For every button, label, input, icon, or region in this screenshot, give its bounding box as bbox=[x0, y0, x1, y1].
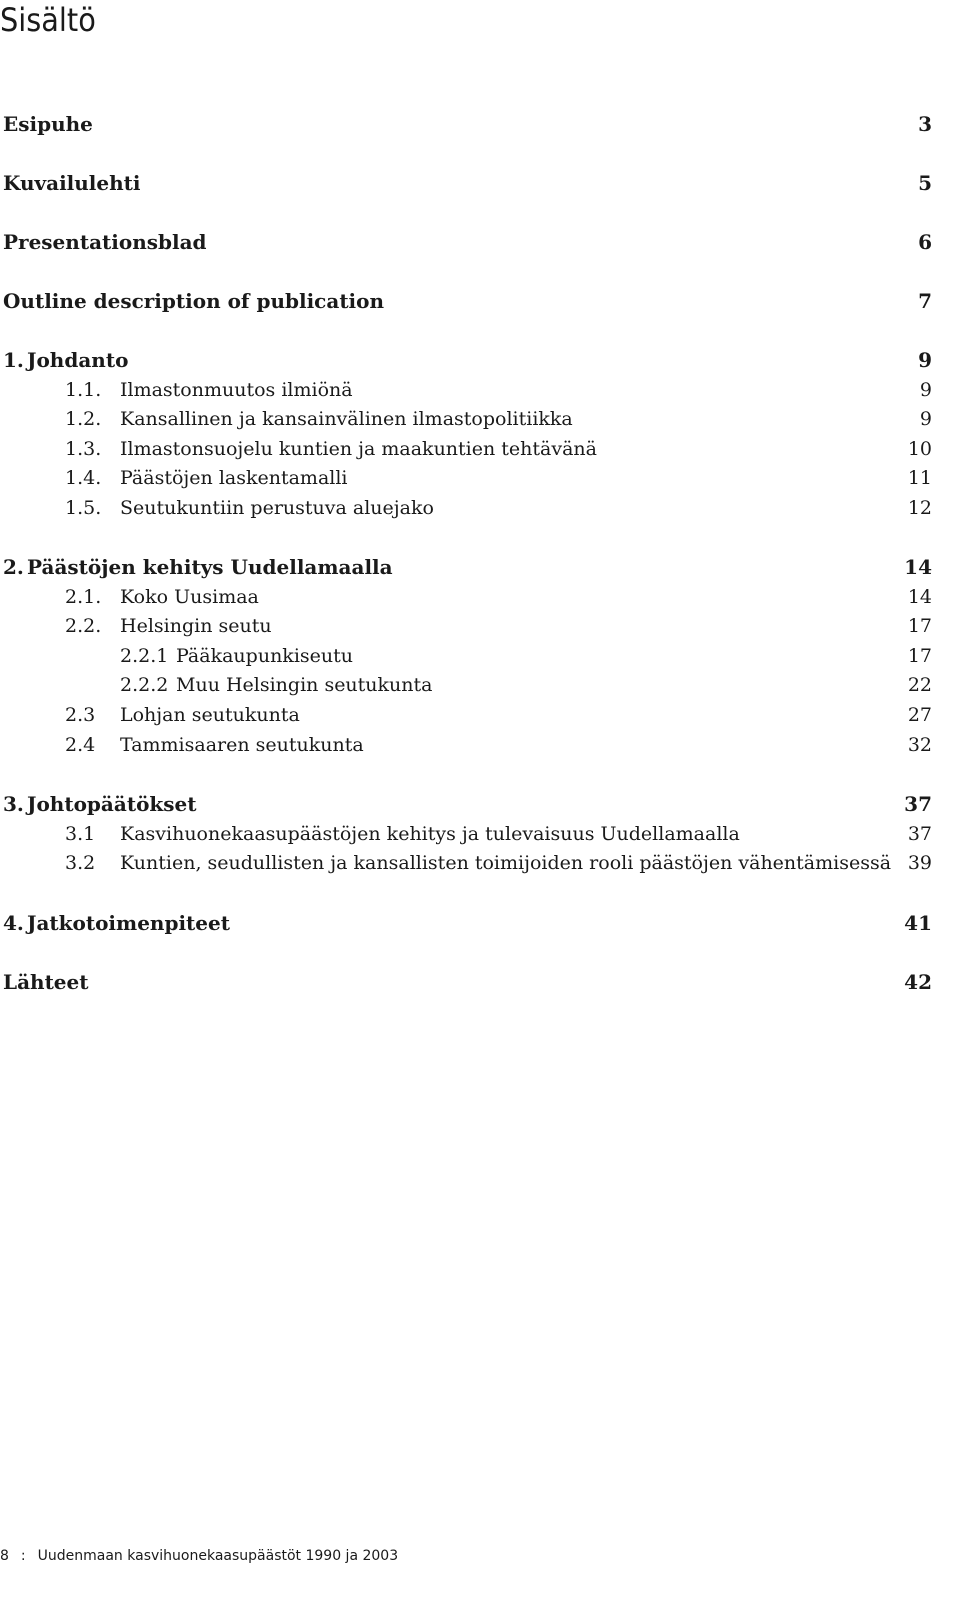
footer-publication-title: Uudenmaan kasvihuonekaasupäästöt 1990 ja 2003 bbox=[37, 1548, 399, 1564]
toc-entry-page: 42 bbox=[904, 970, 932, 994]
toc-entry-title: Kasvihuonekaasupäästöjen kehitys ja tulevaisuus Uudellamaalla bbox=[120, 823, 740, 845]
toc-entry-number: 3. bbox=[3, 792, 24, 816]
toc-entry-title: Päästöjen laskentamalli bbox=[120, 467, 348, 489]
toc-entry-number: 1.4. bbox=[65, 467, 102, 489]
toc-entry bbox=[3, 376, 932, 404]
toc-entry bbox=[3, 671, 932, 699]
toc-entry-title: Johtopäätökset bbox=[27, 792, 197, 816]
toc-entry-title: Presentationsblad bbox=[3, 230, 207, 254]
toc-entry-page: 5 bbox=[918, 171, 932, 195]
toc-entry-number: 1.5. bbox=[65, 497, 102, 519]
toc-entry-number: 1.3. bbox=[65, 438, 102, 460]
toc-entry-page: 6 bbox=[918, 230, 932, 254]
toc-entry bbox=[3, 169, 932, 197]
toc-entry bbox=[3, 701, 932, 729]
toc-entry-number: 2. bbox=[3, 555, 24, 579]
toc-entry bbox=[3, 494, 932, 522]
page-footer bbox=[0, 1546, 398, 1566]
toc-entry bbox=[3, 287, 932, 315]
toc-entry-number: 2.1. bbox=[65, 586, 102, 608]
toc-entry-title: Lohjan seutukunta bbox=[120, 704, 300, 726]
toc-entry-page: 9 bbox=[919, 379, 932, 401]
toc-entry bbox=[3, 849, 932, 877]
toc-entry-title: Esipuhe bbox=[3, 112, 93, 136]
toc-entry-number: 4. bbox=[3, 911, 24, 935]
toc-entry-number: 3.1 bbox=[65, 823, 96, 845]
toc-entry-number: 1. bbox=[3, 348, 24, 372]
table-of-contents bbox=[3, 0, 932, 1611]
toc-entry-page: 14 bbox=[907, 586, 932, 608]
toc-entry-title: Jatkotoimenpiteet bbox=[27, 911, 230, 935]
toc-entry-page: 17 bbox=[907, 615, 932, 637]
toc-entry-title: Kuvailulehti bbox=[3, 171, 141, 195]
toc-entry bbox=[3, 405, 932, 433]
toc-entry bbox=[3, 968, 932, 996]
toc-entry-page: 22 bbox=[907, 674, 932, 696]
toc-entry-number: 3.2 bbox=[65, 852, 96, 874]
toc-entry-title: Seutukuntiin perustuva aluejako bbox=[120, 497, 434, 519]
toc-entry-title: Johdanto bbox=[27, 348, 129, 372]
page-title: Sisältö bbox=[0, 1, 96, 39]
toc-entry-page: 12 bbox=[907, 497, 932, 519]
toc-entry-title: Koko Uusimaa bbox=[120, 586, 259, 608]
toc-entry-page: 37 bbox=[907, 823, 932, 845]
toc-entry-title: Lähteet bbox=[3, 970, 89, 994]
toc-entry-page: 14 bbox=[904, 555, 932, 579]
toc-entry-title: Kuntien, seudullisten ja kansallisten toimijoiden rooli päästöjen vähentämisessä bbox=[120, 852, 892, 874]
toc-entry-page: 3 bbox=[918, 112, 932, 136]
toc-entry-page: 10 bbox=[907, 438, 932, 460]
toc-entry bbox=[3, 909, 932, 937]
toc-entry bbox=[3, 642, 932, 670]
toc-entry-title: Pääkaupunkiseutu bbox=[176, 645, 353, 667]
toc-entry bbox=[3, 110, 932, 138]
toc-entry-page: 9 bbox=[919, 408, 932, 430]
toc-entry-number: 2.4 bbox=[65, 734, 96, 756]
toc-entry-title: Ilmastonmuutos ilmiönä bbox=[120, 379, 353, 401]
toc-entry-page: 7 bbox=[918, 289, 932, 313]
toc-entry bbox=[3, 228, 932, 256]
toc-entry-page: 39 bbox=[907, 852, 932, 874]
toc-entry-title: Outline description of publication bbox=[3, 289, 385, 313]
toc-entry-page: 17 bbox=[907, 645, 932, 667]
toc-entry-title: Kansallinen ja kansainvälinen ilmastopolitiikka bbox=[120, 408, 573, 430]
toc-entry bbox=[3, 553, 932, 581]
footer-page-number: 8 bbox=[0, 1548, 9, 1564]
toc-entry bbox=[3, 464, 932, 492]
toc-entry-number: 2.2.2 bbox=[120, 674, 169, 696]
toc-entry-page: 41 bbox=[904, 911, 932, 935]
toc-entry bbox=[3, 583, 932, 611]
toc-entry-title: Päästöjen kehitys Uudellamaalla bbox=[27, 555, 393, 579]
toc-entry-page: 27 bbox=[907, 704, 932, 726]
toc-entry-number: 2.2. bbox=[65, 615, 102, 637]
toc-entry-title: Helsingin seutu bbox=[120, 615, 272, 637]
toc-entry-title: Tammisaaren seutukunta bbox=[120, 734, 364, 756]
toc-entry bbox=[3, 790, 932, 818]
toc-entry-page: 9 bbox=[918, 348, 932, 372]
toc-entry-page: 37 bbox=[904, 792, 932, 816]
toc-entry-page: 32 bbox=[907, 734, 932, 756]
footer-separator: : bbox=[20, 1548, 26, 1564]
toc-entry bbox=[3, 346, 932, 374]
toc-entry bbox=[3, 820, 932, 848]
toc-entry-title: Ilmastonsuojelu kuntien ja maakuntien tehtävänä bbox=[120, 438, 597, 460]
toc-entry-number: 2.3 bbox=[65, 704, 96, 726]
toc-entry-page: 11 bbox=[907, 467, 932, 489]
toc-entry-title: Muu Helsingin seutukunta bbox=[176, 674, 433, 696]
toc-entry bbox=[3, 612, 932, 640]
toc-entry bbox=[3, 435, 932, 463]
toc-entry-number: 2.2.1 bbox=[120, 645, 169, 667]
toc-entry bbox=[3, 731, 932, 759]
toc-entry-number: 1.1. bbox=[65, 379, 102, 401]
toc-entry-number: 1.2. bbox=[65, 408, 102, 430]
